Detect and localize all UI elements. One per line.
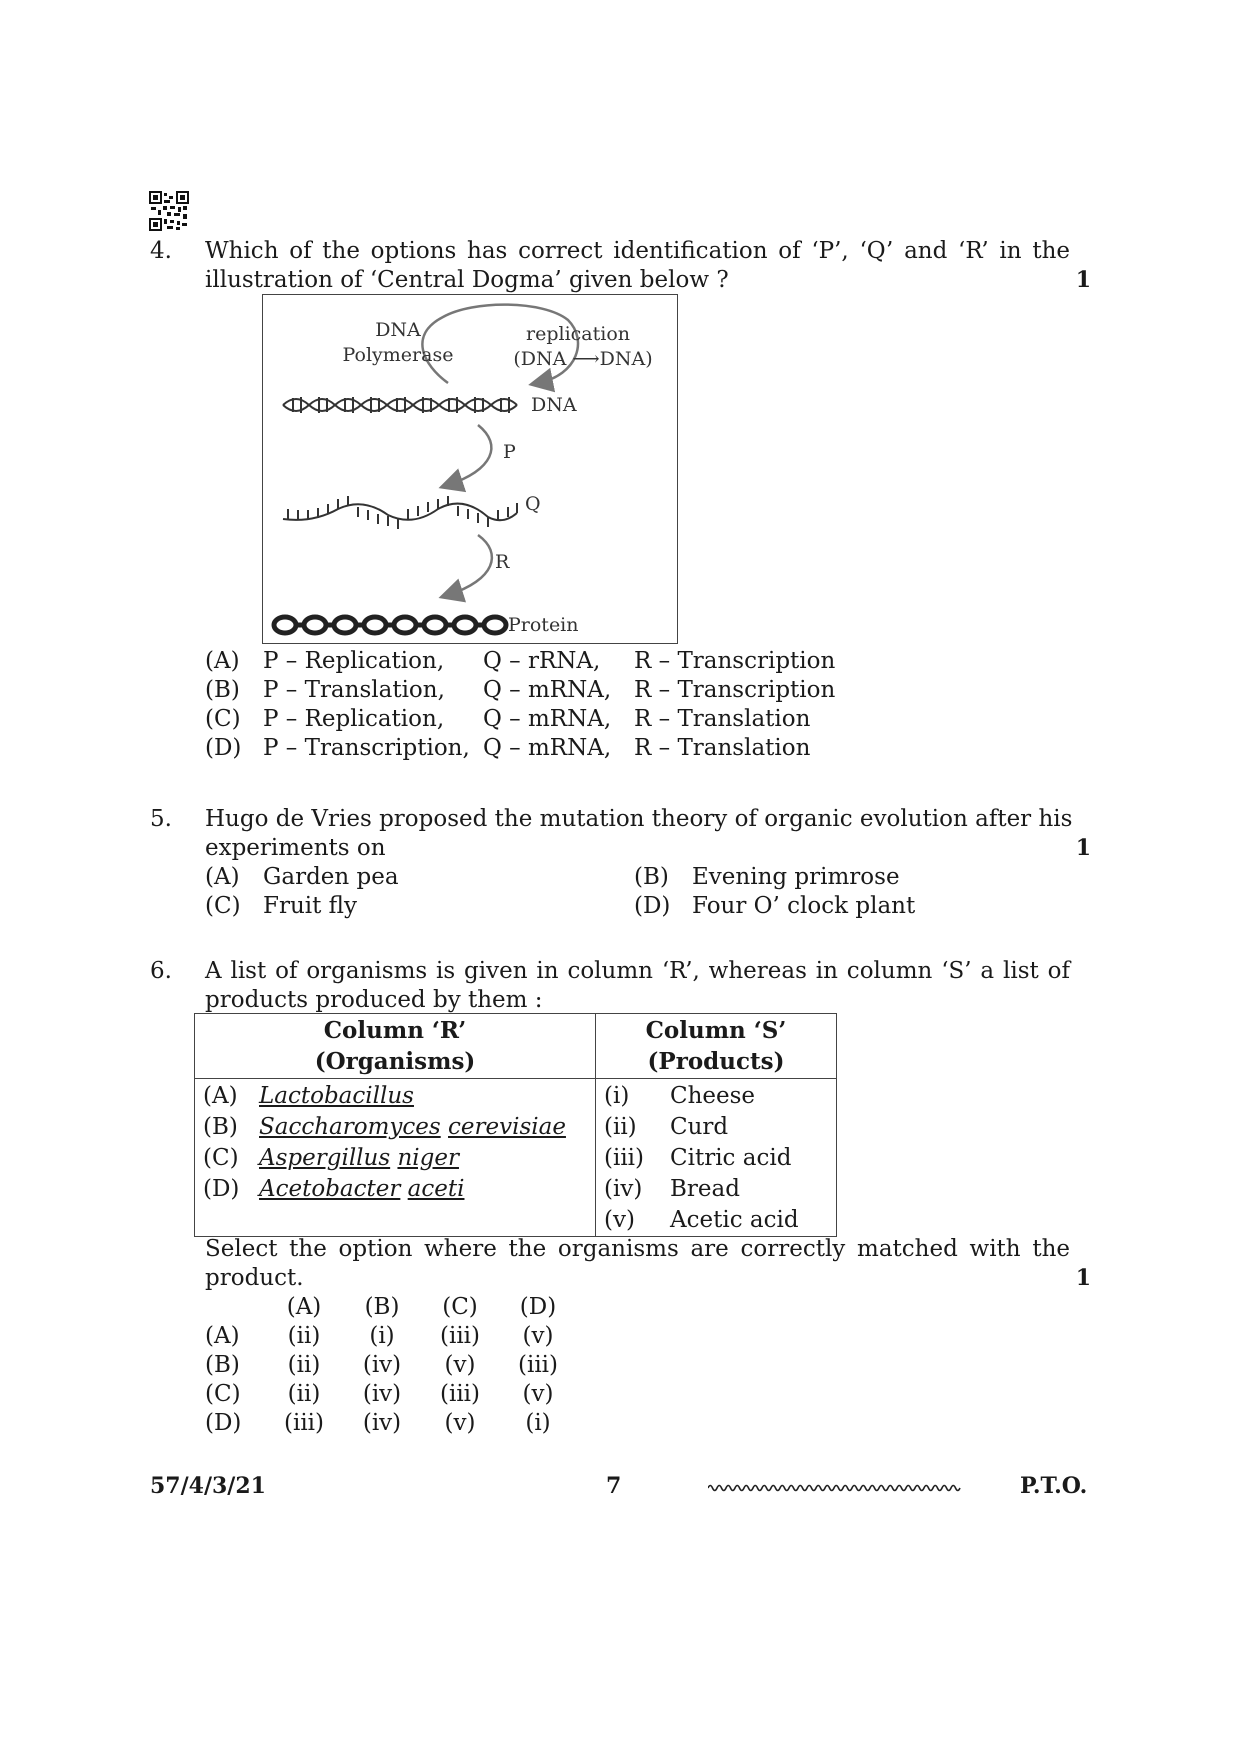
option-p: P – Translation, [263,677,445,703]
question-text: product. [205,1265,304,1291]
option-label[interactable]: (A) [205,864,240,890]
diagram-label-replication: replication [526,323,630,345]
answer-option-a[interactable]: (A) (ii) (i) (iii) (v) [205,1323,554,1349]
qr-code-icon [149,191,189,231]
table-row: (C) Aspergillus niger (iii) Citric acid [195,1143,837,1174]
option-q: Q – mRNA, [483,735,612,761]
diagram-label-p: P [503,441,516,463]
table-row: (B) Saccharomyces cerevisiae (ii) Curd [195,1112,837,1143]
option-label: (B) [205,677,240,703]
question-number: 4. [150,238,172,264]
option-d[interactable] [205,734,835,763]
option-text[interactable]: Evening primrose [692,864,900,890]
diagram-label-polymerase: DNA [375,319,421,341]
wavy-line-icon [708,1480,963,1494]
answer-grid [205,1293,577,1438]
option-r: R – Transcription [634,677,836,703]
diagram-label-polymerase: Polymerase [342,344,454,366]
option-text[interactable]: Four O’ clock plant [692,893,916,919]
central-dogma-diagram [262,294,678,644]
column-r-header: Column ‘R’ (Organisms) [195,1014,596,1079]
diagram-label-q: Q [525,493,541,515]
option-label: (D) [205,735,242,761]
option-text[interactable]: Fruit fly [263,893,358,919]
option-r: R – Translation [634,706,811,732]
option-p: P – Transcription, [263,735,470,761]
option-row [205,892,915,921]
question-text: A list of organisms is given in column ‘R’, whereas in column ‘S’ a list of [205,958,1070,984]
answer-options [205,863,915,921]
question-text: illustration of ‘Central Dogma’ given below ? [205,267,729,293]
page-number: 7 [606,1473,622,1499]
question-text: Which of the options has correct identification of ‘P’, ‘Q’ and ‘R’ in the [205,238,1070,264]
table-row: (D) Acetobacter aceti (iv) Bread [195,1174,837,1205]
answer-option-d[interactable]: (D) (iii) (iv) (v) (i) [205,1410,551,1436]
option-row [205,863,915,892]
option-p: P – Replication, [263,706,445,732]
question-text: Hugo de Vries proposed the mutation theory of organic evolution after his [205,806,1073,832]
option-r: R – Transcription [634,648,836,674]
question-number: 6. [150,958,172,984]
pto-label: P.T.O. [1020,1473,1088,1499]
marks-label: 1 [1075,1265,1091,1291]
option-a[interactable] [205,647,835,676]
answer-option-b[interactable]: (B) (ii) (iv) (v) (iii) [205,1352,558,1378]
table-row: (v) Acetic acid [195,1205,837,1237]
match-table [194,1013,837,1237]
option-c[interactable] [205,705,835,734]
option-label[interactable]: (C) [205,893,241,919]
option-p: P – Replication, [263,648,445,674]
option-r: R – Translation [634,735,811,761]
table-row: (A) Lactobacillus (i) Cheese [195,1079,837,1113]
option-label: (A) [205,648,240,674]
option-text[interactable]: Garden pea [263,864,399,890]
column-s-header: Column ‘S’ (Products) [596,1014,837,1079]
option-label[interactable]: (D) [634,893,671,919]
diagram-label-dna: DNA [531,394,577,416]
answer-option-c[interactable]: (C) (ii) (iv) (iii) (v) [205,1381,554,1407]
diagram-label-r: R [495,551,510,573]
answer-grid-header: (A) (B) (C) (D) [286,1294,557,1320]
diagram-label-protein: Protein [508,614,579,636]
answer-options [205,647,835,763]
question-number: 5. [150,806,172,832]
marks-label: 1 [1075,835,1091,861]
paper-code: 57/4/3/21 [150,1473,266,1499]
question-text: experiments on [205,835,386,861]
marks-label: 1 [1075,267,1091,293]
option-q: Q – mRNA, [483,677,612,703]
option-label[interactable]: (B) [634,864,669,890]
option-q: Q – mRNA, [483,706,612,732]
question-text: Select the option where the organisms are correctly matched with the [205,1236,1070,1262]
option-b[interactable] [205,676,835,705]
diagram-label-replication: (DNA ⟶DNA) [513,348,653,370]
question-text: products produced by them : [205,987,543,1013]
option-label: (C) [205,706,241,732]
option-q: Q – rRNA, [483,648,601,674]
